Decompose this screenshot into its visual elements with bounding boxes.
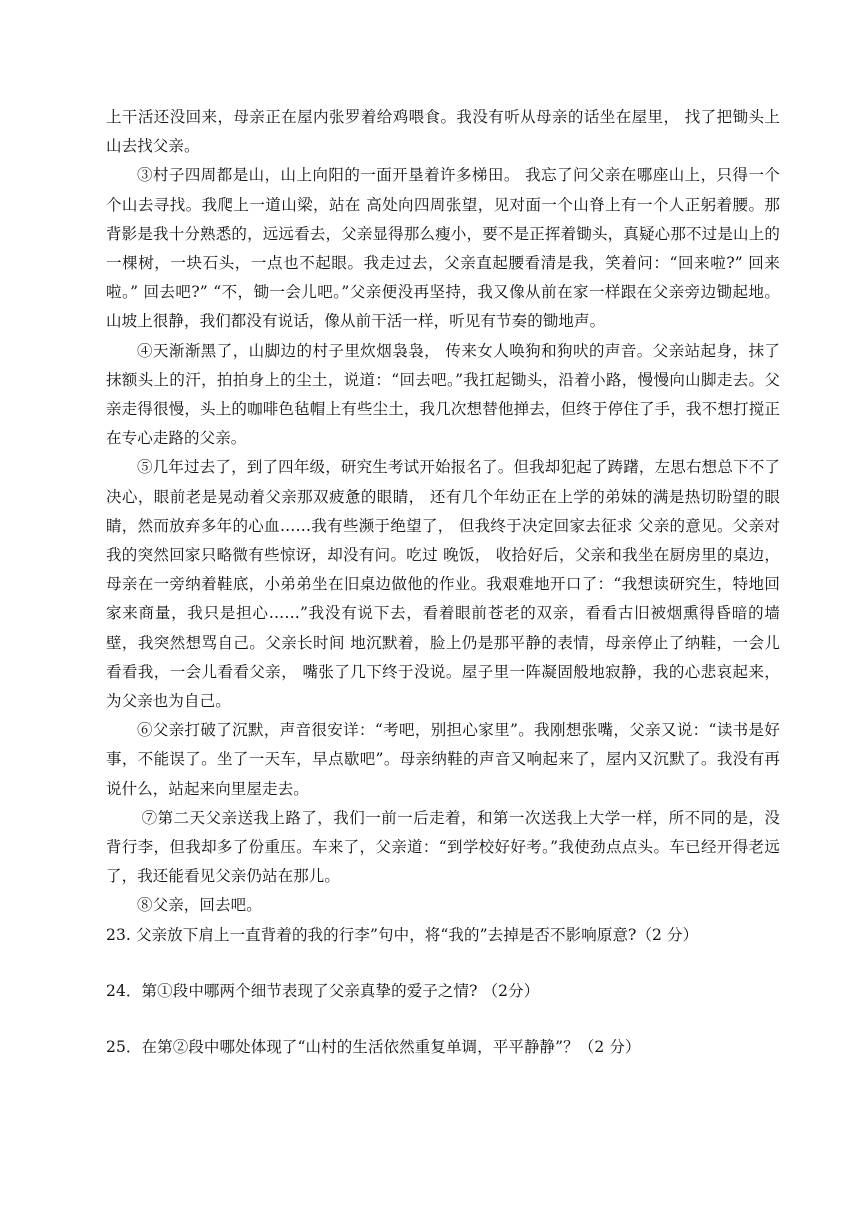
question-24: 24．第①段中哪两个细节表现了父亲真挚的爱子之情? （2分） bbox=[106, 981, 540, 1000]
paragraph-7: ⑦第二天父亲送我上路了，我们一前一后走着，和第一次送我上大学一样，所不同的是，没背行李，但我却多了份重压。车来了，父亲道：“到学校好好考。”我使劲点点头。车已经开得老远了，我还能看见父亲仍站在那儿。 bbox=[106, 808, 780, 886]
question-25: 25．在第②段中哪处体现了“山村的生活依然重复单调，平平静静”？（2 分） bbox=[106, 1038, 641, 1057]
exam-page bbox=[106, 103, 780, 1062]
paragraph-continuation: 上干活还没回来，母亲正在屋内张罗着给鸡喂食。我没有听从母亲的话坐在屋里， 找了把锄头上山去找父亲。 bbox=[106, 108, 780, 156]
paragraph-8: ⑧父亲，回去吧。 bbox=[137, 896, 262, 915]
question-23: 23. 父亲放下肩上一直背着的我的行李”句中，将“我的”去掉是否不影响原意?（2 分） bbox=[106, 925, 699, 944]
paragraph-4: ④天渐渐黑了，山脚边的村子里炊烟袅袅， 传来女人唤狗和狗吠的声音。父亲站起身，抹了抹额头上的汗，拍拍身上的尘土，说道：“回去吧。”我扛起锄头，沿着小路，慢慢向山脚走去。父亲走得很慢，头上的咖啡色毡帽上有些尘土，我几次想替他掸去，但终于停住了手，我不想打搅正在专心走路的父亲。 bbox=[106, 341, 780, 448]
paragraph-6: ⑥父亲打破了沉默，声音很安详：“考吧，别担心家里”。我刚想张嘴，父亲又说：“读书是好事，不能误了。坐了一天车，早点歇吧”。母亲纳鞋的声音又响起来了，屋内又沉默了。我没有再说什么，站起来向里屋走去。 bbox=[106, 721, 780, 798]
paragraph-3: ③村子四周都是山，山上向阳的一面开垦着许多梯田。 我忘了问父亲在哪座山上，只得一个个山去寻找。我爬上一道山梁，站在 高处向四周张望，见对面一个山脊上有一个人正躬着腰。那背影是我十分熟悉的，远远看去，父亲显得那么瘦小，要不是正挥着锄头，真疑心那不过是山上的一棵树，一块石头，一点也不起眼。我走过去，父亲直起腰看清是我，笑着问：“回来啦?” 回来啦。” 回去吧?” “不，锄一会儿吧。”父亲便没再坚持，我又像从前在家一样跟在父亲旁边锄起地。山坡上很静，我们都没有说话，像从前干活一样，听见有节奏的锄地声。 bbox=[106, 166, 780, 331]
paragraph-5: ⑤几年过去了，到了四年级，研究生考试开始报名了。但我却犯起了踌躇，左思右想总下不了决心，眼前老是晃动着父亲那双疲惫的眼睛， 还有几个年幼正在上学的弟妹的满是热切盼望的眼睛，然而放弃多年的心血……我有些濒于绝望了， 但我终于决定回家去征求 父亲的意见。父亲对我的突然回家只略微有些惊讶，却没有问。吃过 晚饭， 收拾好后，父亲和我坐在厨房里的桌边，母亲在一旁纳着鞋底，小弟弟坐在旧桌边做他的作业。我艰难地开口了：“我想读研究生，特地回家来商量，我只是担心……”我没有说下去，看着眼前苍老的双亲，看看古旧被烟熏得昏暗的墙壁，我突然想骂自己。父亲长时间 地沉默着，脸上仍是那平静的表情，母亲停止了纳鞋，一会儿看看我，一会儿看看父亲， 嘴张了几下终于没说。屋子里一阵凝固般地寂静，我的心悲哀起来，为父亲也为自己。 bbox=[106, 458, 780, 711]
